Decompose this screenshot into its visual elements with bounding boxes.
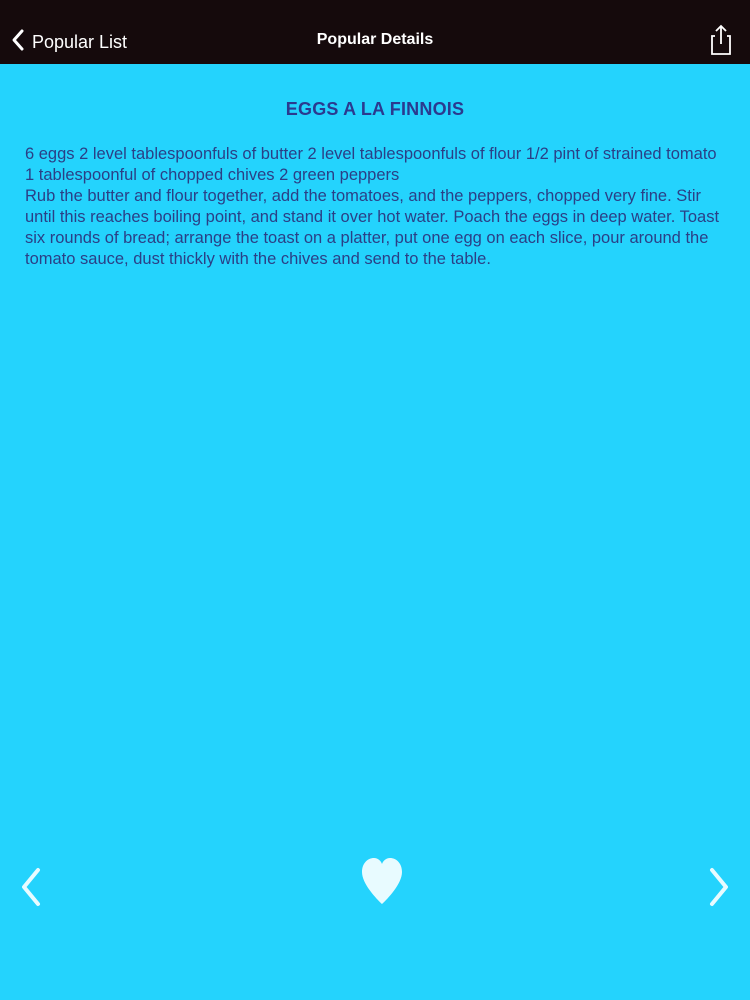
recipe-body (25, 144, 725, 270)
previous-recipe-button[interactable] (16, 862, 46, 912)
status-bar (0, 0, 750, 14)
heart-icon (358, 893, 406, 910)
recipe-ingredients: 6 eggs 2 level tablespoonfuls of butter 2 level tablespoonfuls of flour 1/2 pint of strained tomato 1 tablespoonful of chopped chives 2 green peppers (25, 145, 717, 184)
chevron-right-icon (704, 899, 734, 916)
navigation-bar (0, 0, 750, 64)
recipe-directions: Rub the butter and flour together, add the tomatoes, and the peppers, chopped very fine. Stir until this reaches boiling point, and stand it over hot water. Poach the eggs in deep water. Toast six rounds of bread; arrange the toast on a platter, put one egg on each slice, pour around the tomato sauce, dust thickly with the chives and send to the table. (25, 187, 720, 268)
favorite-button[interactable] (358, 856, 406, 906)
next-recipe-button[interactable] (704, 862, 734, 912)
share-button[interactable] (706, 24, 736, 56)
back-button-label: Popular List (32, 31, 128, 52)
chevron-left-icon (16, 899, 46, 916)
recipe-title: EGGS A LA FINNOIS (285, 99, 465, 119)
page-title: Popular Details (316, 31, 434, 48)
share-icon (706, 43, 736, 60)
